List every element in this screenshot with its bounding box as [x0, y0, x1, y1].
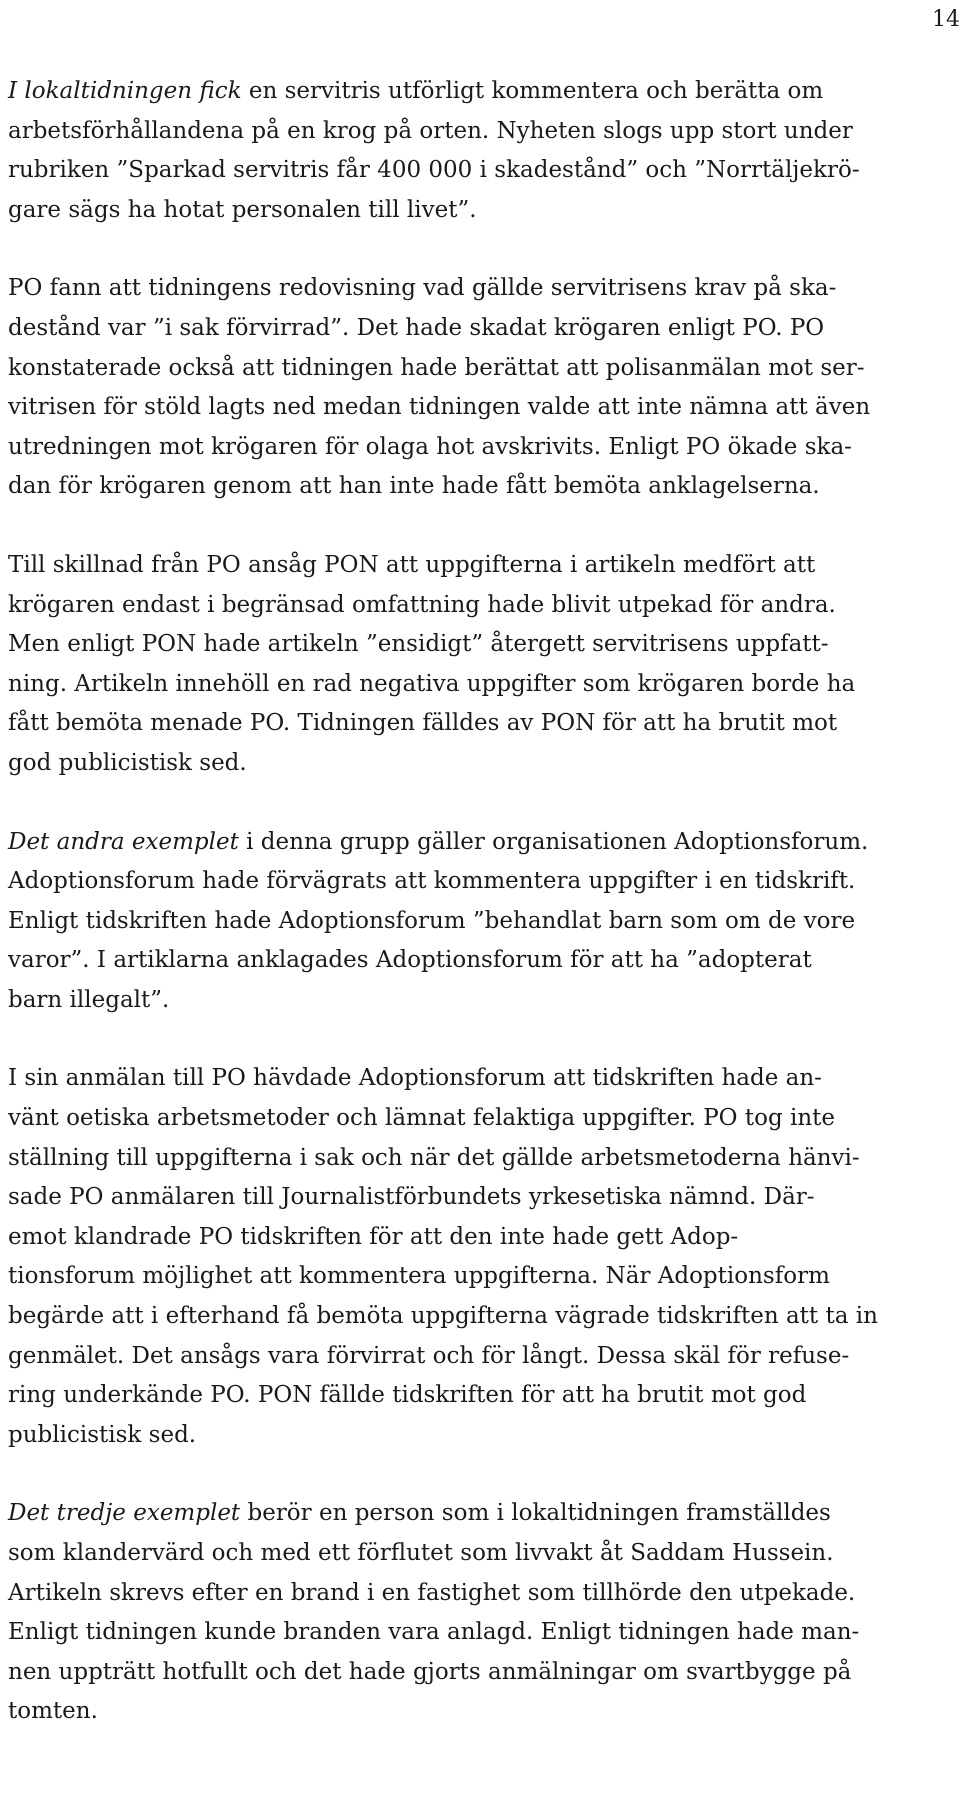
- line-text: Men enligt PON hade artikeln ”ensidigt” återgett servitrisens uppfatt-: [8, 631, 829, 658]
- text-line: [8, 1337, 948, 1377]
- text-line: [8, 1574, 948, 1614]
- line-text: begärde att i efterhand få bemöta uppgifterna vägrade tidskriften att ta in: [8, 1303, 878, 1330]
- line-text: ning. Artikeln innehöll en rad negativa uppgifter som krögaren borde ha: [8, 670, 856, 697]
- line-text: rubriken ”Sparkad servitris får 400 000 i skadestånd” och ”Norrtäljekrö-: [8, 157, 860, 184]
- line-text: sade PO anmälaren till Journalistförbundets yrkesetiska nämnd. Där-: [8, 1184, 815, 1211]
- text-line: [8, 1099, 948, 1139]
- line-text: varor”. I artiklarna anklagades Adoptionsforum för att ha ”adopterat: [8, 947, 812, 974]
- paragraph: [8, 1059, 948, 1455]
- italic-lead: Det andra exemplet: [8, 828, 239, 855]
- text-line: [8, 1494, 948, 1534]
- line-text: ställning till uppgifterna i sak och när det gällde arbetsmetoderna hänvi-: [8, 1144, 860, 1171]
- text-line: [8, 586, 948, 626]
- text-line: [8, 665, 948, 705]
- italic-lead: I lokaltidningen fick: [8, 78, 242, 104]
- line-text: destånd var ”i sak förvirrad”. Det hade skadat krögaren enligt PO. PO: [8, 314, 825, 341]
- paragraph: [8, 72, 948, 230]
- text-line: [8, 546, 948, 586]
- text-line: [8, 309, 948, 349]
- line-text: ring underkände PO. PON fällde tidskriften för att ha brutit mot god: [8, 1382, 807, 1409]
- line-text: Enligt tidningen kunde branden vara anlagd. Enligt tidningen hade man-: [8, 1619, 860, 1646]
- line-text: barn illegalt”.: [8, 986, 170, 1013]
- line-text: Artikeln skrevs efter en brand i en fastighet som tillhörde den utpekade.: [8, 1579, 856, 1606]
- paragraph: [8, 823, 948, 1021]
- line-text: Adoptionsforum hade förvägrats att kommentera uppgifter i en tidskrift.: [8, 868, 856, 895]
- line-text: gare sägs ha hotat personalen till livet”.: [8, 196, 477, 223]
- text-line: [8, 704, 948, 744]
- line-text: tionsforum möjlighet att kommentera uppgifterna. När Adoptionsform: [8, 1263, 830, 1290]
- text-line: [8, 151, 948, 191]
- italic-lead: Det tredje exemplet: [8, 1500, 241, 1527]
- text-line: [8, 1178, 948, 1218]
- text-line: [8, 1692, 948, 1732]
- text-line: [8, 1139, 948, 1179]
- line-text: tomten.: [8, 1698, 98, 1725]
- text-line: [8, 1416, 948, 1456]
- text-line: [8, 981, 948, 1021]
- line-text: konstaterade också att tidningen hade berättat att polisanmälan mot ser-: [8, 354, 865, 381]
- text-line: [8, 1534, 948, 1574]
- text-line: [8, 428, 948, 468]
- line-text: utredningen mot krögaren för olaga hot avskrivits. Enligt PO ökade ska-: [8, 433, 852, 460]
- line-text: Enligt tidskriften hade Adoptionsforum ”behandlat barn som om de vore: [8, 907, 856, 934]
- text-line: [8, 1613, 948, 1653]
- text-line: [8, 1218, 948, 1258]
- text-line: [8, 941, 948, 981]
- text-line: [8, 1059, 948, 1099]
- text-line: [8, 744, 948, 784]
- text-line: [8, 1653, 948, 1693]
- line-text: fått bemöta menade PO. Tidningen fälldes av PON för att ha brutit mot: [8, 710, 838, 737]
- text-line: [8, 902, 948, 942]
- line-text: krögaren endast i begränsad omfattning hade blivit utpekad för andra.: [8, 591, 836, 618]
- text-line: [8, 1257, 948, 1297]
- line-text: publicistisk sed.: [8, 1421, 197, 1448]
- text-line: [8, 862, 948, 902]
- text-line: [8, 388, 948, 428]
- line-text: arbetsförhållandena på en krog på orten. Nyheten slogs upp stort under: [8, 117, 853, 144]
- line-text: dan för krögaren genom att han inte hade fått bemöta anklagelserna.: [8, 473, 820, 500]
- line-text: som klandervärd och med ett förflutet som livvakt åt Saddam Hussein.: [8, 1540, 834, 1566]
- text-line: [8, 1297, 948, 1337]
- line-text: god publicistisk sed.: [8, 749, 247, 776]
- line-text: PO fann att tidningens redovisning vad gällde servitrisens krav på ska-: [8, 275, 837, 302]
- line-text: nen uppträtt hotfullt och det hade gjorts anmälningar om svartbygge på: [8, 1658, 852, 1685]
- paragraph: [8, 269, 948, 507]
- text-line: [8, 1376, 948, 1416]
- line-text: vitrisen för stöld lagts ned medan tidningen valde att inte nämna att även: [8, 394, 871, 421]
- line-text: Till skillnad från PO ansåg PON att uppgifterna i artikeln medfört att: [8, 551, 816, 578]
- line-text: vänt oetiska arbetsmetoder och lämnat felaktiga uppgifter. PO tog inte: [8, 1105, 836, 1132]
- paragraph: [8, 1494, 948, 1732]
- line-text: I sin anmälan till PO hävdade Adoptionsforum att tidskriften hade an-: [8, 1065, 822, 1092]
- text-line: [8, 823, 948, 863]
- paragraph: [8, 546, 948, 784]
- document-body: [8, 72, 948, 1771]
- text-line: [8, 349, 948, 389]
- line-text: emot klandrade PO tidskriften för att den inte hade gett Adop-: [8, 1223, 739, 1250]
- page-number: 14: [932, 7, 960, 32]
- text-line: [8, 72, 948, 112]
- text-line: [8, 112, 948, 152]
- line-text: genmälet. Det ansågs vara förvirrat och för långt. Dessa skäl för refuse-: [8, 1342, 850, 1369]
- text-line: [8, 625, 948, 665]
- text-line: [8, 191, 948, 231]
- line-text: berör en person som i lokaltidningen framställdes: [240, 1500, 831, 1527]
- text-line: [8, 269, 948, 309]
- line-text: en servitris utförligt kommentera och berätta om: [241, 78, 824, 104]
- line-text: i denna grupp gäller organisationen Adoptionsforum.: [238, 828, 869, 855]
- text-line: [8, 467, 948, 507]
